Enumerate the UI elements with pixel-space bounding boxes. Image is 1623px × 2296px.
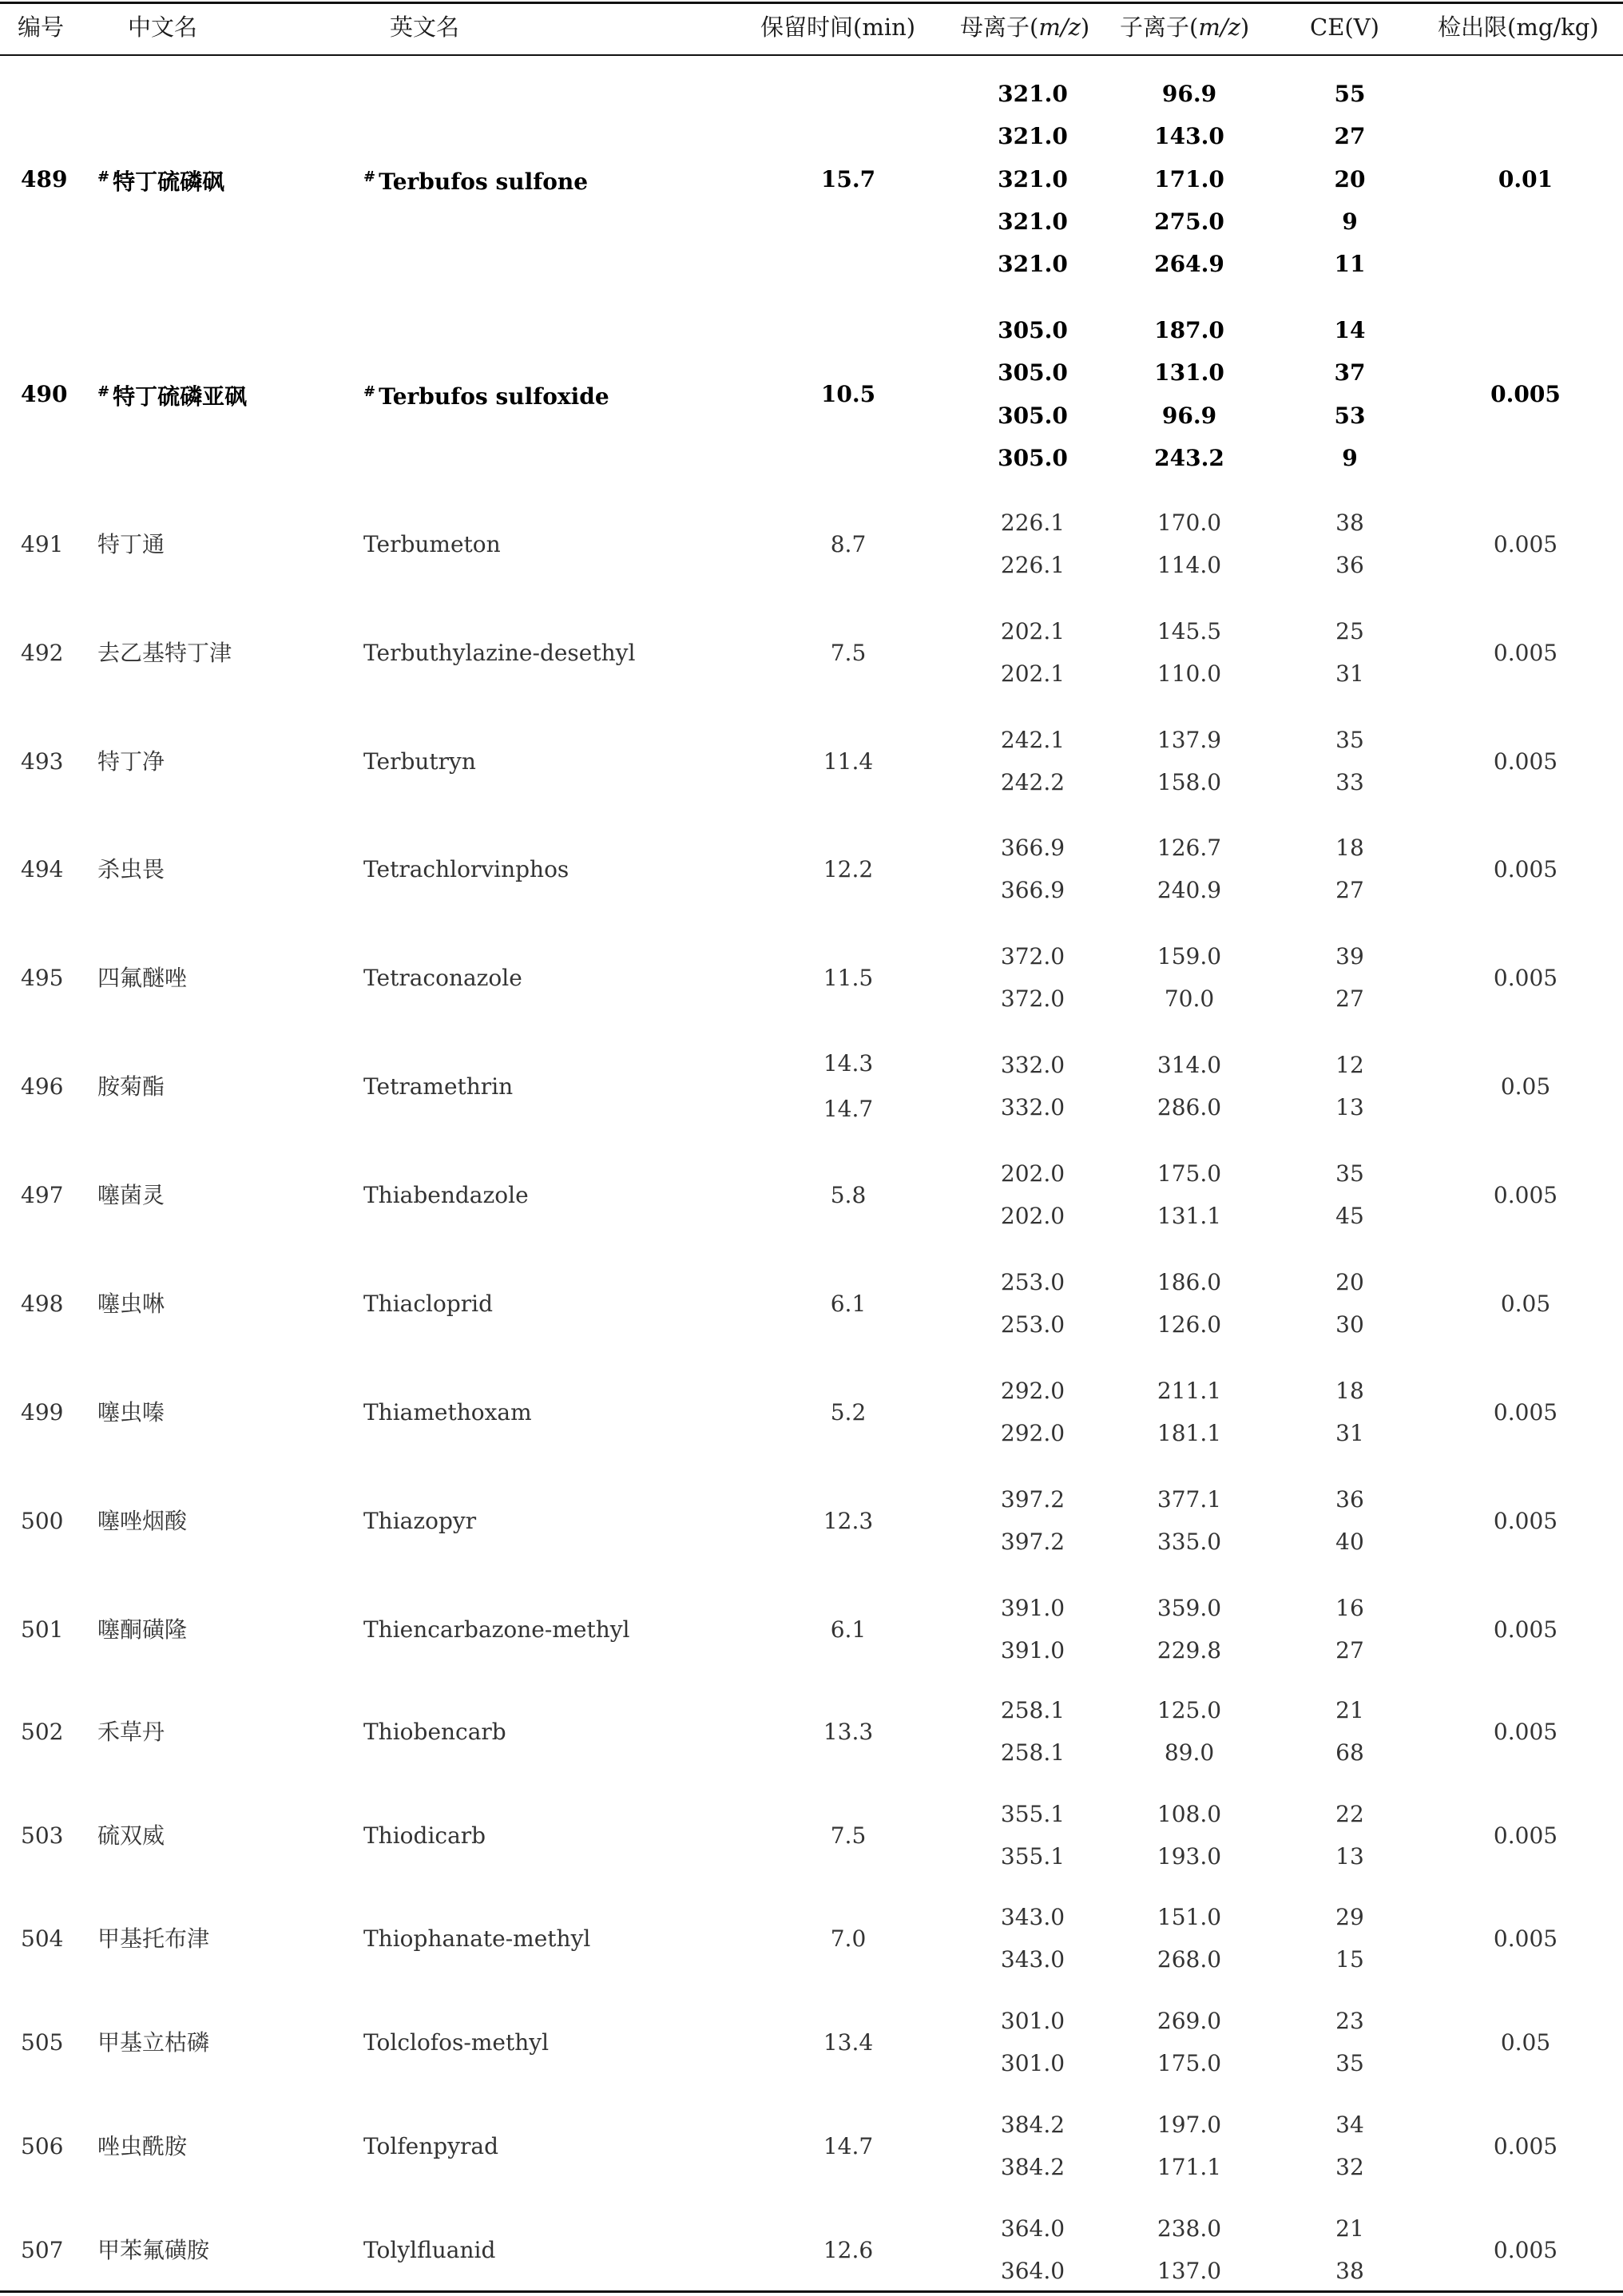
parent-ion: 343.0	[1000, 1904, 1065, 1930]
chinese-name	[97, 1925, 209, 1953]
collision-energy: 9	[1342, 208, 1358, 235]
collision-energy: 33	[1335, 769, 1364, 795]
compound-number: 492	[21, 639, 64, 666]
daughter-ion: 170.0	[1157, 510, 1222, 536]
daughter-ion: 211.1	[1157, 1378, 1222, 1404]
header-en: 英文名	[390, 14, 460, 41]
english-name	[363, 639, 635, 668]
chinese-name-text: 禾草丹	[97, 1718, 165, 1745]
detection-limit: 0.05	[1500, 1073, 1551, 1100]
chinese-name-text: 四氟醚唑	[97, 964, 188, 991]
daughter-ion: 175.0	[1157, 1160, 1222, 1187]
detection-limit: 0.005	[1490, 380, 1561, 407]
collision-energy: 31	[1335, 660, 1364, 687]
collision-energy: 29	[1335, 1904, 1364, 1930]
parent-ion: 372.0	[1000, 985, 1065, 1012]
english-name-text: Terbuthylazine-desethyl	[363, 639, 636, 666]
parent-ion: 292.0	[1000, 1420, 1065, 1446]
header-ce: CE(V)	[1310, 14, 1379, 41]
english-name-text: Thiamethoxam	[363, 1398, 532, 1426]
compound-number: 490	[21, 380, 68, 407]
parent-ion: 202.0	[1000, 1160, 1065, 1187]
detection-limit: 0.005	[1493, 747, 1558, 775]
parent-ion: 202.1	[1000, 618, 1065, 644]
parent-ion: 364.0	[1000, 2215, 1065, 2242]
daughter-ion: 193.0	[1157, 1843, 1222, 1870]
detection-limit: 0.005	[1493, 639, 1558, 666]
daughter-ion: 158.0	[1157, 769, 1222, 795]
header-daughter-label: 子离子(	[1120, 14, 1199, 41]
parent-ion: 366.9	[1000, 877, 1065, 903]
compound-number: 494	[21, 855, 64, 882]
header-parent-close: )	[1080, 14, 1090, 41]
english-name-text: Tetramethrin	[363, 1073, 514, 1100]
compound-number: 505	[21, 2028, 64, 2056]
collision-energy: 38	[1335, 510, 1364, 536]
english-name	[363, 1925, 590, 1953]
daughter-ion: 96.9	[1161, 81, 1217, 107]
english-name-text: Terbufos sulfone	[379, 168, 589, 195]
english-name	[363, 2132, 498, 2161]
header-daughter	[1120, 10, 1249, 45]
compound-number: 493	[21, 747, 64, 775]
hash-mark: #	[97, 168, 110, 185]
collision-energy: 53	[1334, 402, 1366, 429]
daughter-ion: 197.0	[1157, 2112, 1222, 2138]
retention-time: 13.3	[823, 1718, 874, 1745]
chinese-name	[97, 1507, 187, 1536]
parent-ion: 366.9	[1000, 835, 1065, 861]
compound-number: 491	[21, 530, 64, 557]
parent-ion: 321.0	[998, 81, 1068, 107]
english-name	[363, 2028, 549, 2057]
collision-energy: 34	[1335, 2112, 1364, 2138]
retention-time: 12.6	[823, 2236, 874, 2263]
parent-ion: 391.0	[1000, 1637, 1065, 1664]
parent-ion: 343.0	[1000, 1946, 1065, 1973]
retention-time: 5.8	[830, 1181, 867, 1208]
collision-energy: 39	[1335, 943, 1364, 970]
detection-limit: 0.005	[1493, 1181, 1558, 1208]
chinese-name-text: 去乙基特丁津	[97, 639, 232, 666]
english-name-text: Thiobencarb	[363, 1718, 506, 1745]
hash-mark: #	[363, 383, 376, 400]
detection-limit: 0.005	[1493, 530, 1558, 557]
collision-energy: 16	[1335, 1595, 1364, 1621]
daughter-ion: 238.0	[1157, 2215, 1222, 2242]
detection-limit: 0.05	[1500, 1290, 1551, 1317]
parent-ion: 202.1	[1000, 660, 1065, 687]
daughter-ion: 286.0	[1157, 1094, 1222, 1120]
daughter-ion: 70.0	[1164, 985, 1215, 1012]
compound-number: 496	[21, 1073, 64, 1100]
header-cn: 中文名	[128, 14, 198, 41]
collision-energy: 14	[1334, 317, 1366, 343]
english-name	[363, 1822, 486, 1850]
compound-number: 497	[21, 1181, 64, 1208]
collision-energy: 25	[1335, 618, 1364, 644]
chinese-name-text: 甲苯氟磺胺	[97, 2236, 210, 2263]
daughter-ion: 137.9	[1157, 727, 1222, 753]
english-name-text: Terbufos sulfoxide	[379, 383, 609, 410]
collision-energy: 20	[1335, 1269, 1364, 1295]
english-name	[363, 747, 476, 776]
header-parent	[960, 10, 1089, 45]
retention-time: 7.5	[830, 1822, 867, 1849]
english-name-text: Tetraconazole	[363, 964, 522, 991]
english-name	[363, 378, 609, 411]
chinese-name	[97, 1822, 165, 1850]
daughter-ion: 187.0	[1154, 317, 1224, 343]
daughter-ion: 275.0	[1154, 208, 1224, 235]
parent-ion: 253.0	[1000, 1269, 1065, 1295]
collision-energy: 27	[1335, 985, 1364, 1012]
english-name-text: Tolfenpyrad	[363, 2132, 499, 2159]
english-name-text: Tetrachlorvinphos	[363, 855, 569, 882]
collision-energy: 9	[1342, 444, 1358, 471]
retention-time: 12.2	[823, 855, 874, 882]
daughter-ion: 108.0	[1157, 1801, 1222, 1827]
retention-time: 8.7	[830, 530, 867, 557]
daughter-ion: 359.0	[1157, 1595, 1222, 1621]
detection-limit: 0.005	[1493, 2236, 1558, 2263]
daughter-ion: 268.0	[1157, 1946, 1222, 1973]
parent-ion: 258.1	[1000, 1739, 1065, 1766]
parent-ion: 384.2	[1000, 2154, 1065, 2180]
chinese-name-text: 硫双威	[97, 1822, 165, 1849]
collision-energy: 31	[1335, 1420, 1364, 1446]
collision-energy: 15	[1335, 1946, 1364, 1973]
parent-ion: 301.0	[1000, 2008, 1065, 2034]
table-bottom-rule	[0, 2290, 1623, 2293]
parent-ion: 226.1	[1000, 552, 1065, 578]
compound-number: 506	[21, 2132, 64, 2159]
english-name	[363, 1718, 506, 1747]
daughter-ion: 269.0	[1157, 2008, 1222, 2034]
parent-ion: 397.2	[1000, 1486, 1065, 1513]
daughter-ion: 96.9	[1161, 402, 1217, 429]
collision-energy: 36	[1335, 1486, 1364, 1513]
daughter-ion: 181.1	[1157, 1420, 1222, 1446]
daughter-ion: 171.1	[1157, 2154, 1222, 2180]
chinese-name-text: 唑虫酰胺	[97, 2132, 188, 2159]
retention-time: 7.5	[830, 639, 867, 666]
header-parent-mz: m/z	[1038, 14, 1081, 41]
collision-energy: 18	[1335, 835, 1364, 861]
detection-limit: 0.05	[1500, 2028, 1551, 2056]
retention-time: 11.4	[823, 747, 874, 775]
detection-limit: 0.01	[1498, 165, 1554, 192]
daughter-ion: 264.9	[1154, 251, 1224, 277]
collision-energy: 35	[1335, 727, 1364, 753]
detection-limit: 0.005	[1493, 1398, 1558, 1426]
header-daughter-mz: m/z	[1198, 14, 1240, 41]
detection-limit: 0.005	[1493, 1616, 1558, 1643]
english-name-text: Thiophanate-methyl	[363, 1925, 591, 1952]
parent-ion: 321.0	[998, 123, 1068, 150]
collision-energy: 27	[1335, 877, 1364, 903]
retention-time: 6.1	[830, 1616, 867, 1643]
parent-ion: 242.2	[1000, 769, 1065, 795]
english-name	[363, 1507, 476, 1536]
compound-number: 504	[21, 1925, 64, 1952]
parent-ion: 305.0	[998, 402, 1068, 429]
collision-energy: 38	[1335, 2258, 1364, 2284]
parent-ion: 384.2	[1000, 2112, 1065, 2138]
daughter-ion: 114.0	[1157, 552, 1222, 578]
parent-ion: 305.0	[998, 444, 1068, 471]
collision-energy: 21	[1335, 2215, 1364, 2242]
english-name-text: Thiazopyr	[363, 1507, 477, 1534]
collision-energy: 22	[1335, 1801, 1364, 1827]
chinese-name	[97, 1718, 165, 1747]
header-bottom-rule	[0, 54, 1623, 56]
table-top-rule	[0, 2, 1623, 4]
daughter-ion: 125.0	[1157, 1697, 1222, 1723]
retention-time: 10.5	[820, 380, 876, 407]
daughter-ion: 137.0	[1157, 2258, 1222, 2284]
chinese-name	[97, 162, 224, 196]
collision-energy: 21	[1335, 1697, 1364, 1723]
retention-time: 14.7	[823, 1096, 874, 1122]
chinese-name-text: 特丁硫磷砜	[113, 168, 225, 195]
header-lod: 检出限(mg/kg)	[1438, 14, 1599, 41]
english-name	[363, 1181, 529, 1210]
daughter-ion: 131.1	[1157, 1203, 1222, 1229]
retention-time: 11.5	[823, 964, 874, 991]
detection-limit: 0.005	[1493, 1507, 1558, 1534]
english-name	[363, 1290, 493, 1319]
collision-energy: 11	[1334, 251, 1366, 277]
detection-limit: 0.005	[1493, 964, 1558, 991]
english-name	[363, 162, 588, 196]
parent-ion: 305.0	[998, 317, 1068, 343]
daughter-ion: 143.0	[1154, 123, 1224, 150]
chinese-name	[97, 1398, 165, 1427]
english-name-text: Tolylfluanid	[363, 2236, 496, 2263]
english-name	[363, 964, 522, 993]
collision-energy: 30	[1335, 1311, 1364, 1338]
daughter-ion: 335.0	[1157, 1529, 1222, 1555]
detection-limit: 0.005	[1493, 855, 1558, 882]
chinese-name	[97, 855, 165, 884]
compound-number: 507	[21, 2236, 64, 2263]
retention-time: 12.3	[823, 1507, 874, 1534]
chinese-name-text: 特丁硫磷亚砜	[113, 383, 248, 410]
compound-number: 498	[21, 1290, 64, 1317]
header-rt: 保留时间(min)	[760, 14, 916, 41]
chinese-name-text: 甲基托布津	[97, 1925, 210, 1952]
compound-number: 500	[21, 1507, 64, 1534]
chinese-name	[97, 1616, 187, 1644]
collision-energy: 18	[1335, 1378, 1364, 1404]
english-name-text: Tolclofos-methyl	[363, 2028, 550, 2056]
collision-energy: 35	[1335, 1160, 1364, 1187]
collision-energy: 32	[1335, 2154, 1364, 2180]
collision-energy: 13	[1335, 1843, 1364, 1870]
collision-energy: 40	[1335, 1529, 1364, 1555]
english-name-text: Thiencarbazone-methyl	[363, 1616, 630, 1643]
parent-ion: 321.0	[998, 251, 1068, 277]
daughter-ion: 159.0	[1157, 943, 1222, 970]
daughter-ion: 126.7	[1157, 835, 1222, 861]
chinese-name	[97, 639, 232, 668]
detection-limit: 0.005	[1493, 2132, 1558, 2159]
chinese-name	[97, 964, 187, 993]
parent-ion: 332.0	[1000, 1094, 1065, 1120]
compound-number: 501	[21, 1616, 64, 1643]
english-name-text: Thiacloprid	[363, 1290, 494, 1317]
retention-time: 5.2	[830, 1398, 867, 1426]
compound-number: 502	[21, 1718, 64, 1745]
chinese-name-text: 甲基立枯磷	[97, 2028, 210, 2056]
daughter-ion: 126.0	[1157, 1311, 1222, 1338]
retention-time: 13.4	[823, 2028, 874, 2056]
chinese-name-text: 杀虫畏	[97, 855, 165, 882]
chinese-name	[97, 530, 165, 559]
chinese-name-text: 噻虫嗪	[97, 1398, 165, 1426]
chinese-name-text: 噻菌灵	[97, 1181, 165, 1208]
collision-energy: 12	[1335, 1052, 1364, 1078]
collision-energy: 13	[1335, 1094, 1364, 1120]
daughter-ion: 151.0	[1157, 1904, 1222, 1930]
daughter-ion: 171.0	[1154, 165, 1224, 192]
parent-ion: 292.0	[1000, 1378, 1065, 1404]
english-name	[363, 1398, 532, 1427]
parent-ion: 242.1	[1000, 727, 1065, 753]
daughter-ion: 377.1	[1157, 1486, 1222, 1513]
parent-ion: 397.2	[1000, 1529, 1065, 1555]
daughter-ion: 110.0	[1157, 660, 1222, 687]
parent-ion: 364.0	[1000, 2258, 1065, 2284]
header-num: 编号	[18, 14, 65, 41]
chinese-name	[97, 1290, 165, 1319]
header-parent-label: 母离子(	[960, 14, 1039, 41]
daughter-ion: 314.0	[1157, 1052, 1222, 1078]
english-name	[363, 530, 501, 559]
chinese-name	[97, 378, 247, 411]
parent-ion: 305.0	[998, 359, 1068, 387]
detection-limit: 0.005	[1493, 1822, 1558, 1849]
chinese-name-text: 噻虫啉	[97, 1290, 165, 1317]
english-name-text: Terbutryn	[363, 747, 476, 775]
collision-energy: 20	[1334, 165, 1366, 192]
parent-ion: 202.0	[1000, 1203, 1065, 1229]
collision-energy: 27	[1334, 123, 1366, 150]
parent-ion: 372.0	[1000, 943, 1065, 970]
parent-ion: 321.0	[998, 165, 1068, 192]
daughter-ion: 131.0	[1154, 359, 1224, 387]
chinese-name-text: 噻唑烟酸	[97, 1507, 188, 1534]
hash-mark: #	[363, 168, 376, 185]
chinese-name	[97, 2028, 209, 2057]
compound-number: 499	[21, 1398, 64, 1426]
chinese-name-text: 特丁净	[97, 747, 165, 775]
parent-ion: 355.1	[1000, 1801, 1065, 1827]
collision-energy: 23	[1335, 2008, 1364, 2034]
chinese-name-text: 噻酮磺隆	[97, 1616, 188, 1643]
collision-energy: 35	[1335, 2050, 1364, 2076]
english-name-text: Thiabendazole	[363, 1181, 529, 1208]
chinese-name	[97, 1181, 165, 1210]
english-name	[363, 1073, 513, 1101]
retention-time: 14.7	[823, 2132, 874, 2159]
compound-number: 489	[21, 165, 68, 192]
hash-mark: #	[97, 383, 110, 400]
chinese-name-text: 胺菊酯	[97, 1073, 165, 1100]
collision-energy: 55	[1334, 81, 1366, 107]
retention-time: 6.1	[830, 1290, 867, 1317]
english-name	[363, 1616, 630, 1644]
english-name	[363, 855, 569, 884]
daughter-ion: 243.2	[1154, 444, 1224, 471]
detection-limit: 0.005	[1493, 1925, 1558, 1952]
parent-ion: 258.1	[1000, 1697, 1065, 1723]
parent-ion: 253.0	[1000, 1311, 1065, 1338]
chinese-name	[97, 2236, 209, 2265]
detection-limit: 0.005	[1493, 1718, 1558, 1745]
english-name	[363, 2236, 495, 2265]
retention-time: 15.7	[820, 165, 876, 192]
compound-number: 503	[21, 1822, 64, 1849]
parent-ion: 332.0	[1000, 1052, 1065, 1078]
collision-energy: 27	[1335, 1637, 1364, 1664]
retention-time: 7.0	[830, 1925, 867, 1952]
parent-ion: 391.0	[1000, 1595, 1065, 1621]
daughter-ion: 89.0	[1164, 1739, 1215, 1766]
daughter-ion: 240.9	[1157, 877, 1222, 903]
daughter-ion: 145.5	[1157, 618, 1222, 644]
retention-time: 14.3	[823, 1050, 874, 1077]
collision-energy: 68	[1335, 1739, 1364, 1766]
parent-ion: 226.1	[1000, 510, 1065, 536]
chinese-name	[97, 1073, 165, 1101]
parent-ion: 355.1	[1000, 1843, 1065, 1870]
daughter-ion: 186.0	[1157, 1269, 1222, 1295]
english-name-text: Terbumeton	[363, 530, 501, 557]
collision-energy: 36	[1335, 552, 1364, 578]
daughter-ion: 175.0	[1157, 2050, 1222, 2076]
chinese-name	[97, 747, 165, 776]
parent-ion: 301.0	[1000, 2050, 1065, 2076]
english-name-text: Thiodicarb	[363, 1822, 486, 1849]
header-daughter-close: )	[1240, 14, 1250, 41]
compound-number: 495	[21, 964, 64, 991]
collision-energy: 37	[1334, 359, 1366, 387]
daughter-ion: 229.8	[1157, 1637, 1222, 1664]
collision-energy: 45	[1335, 1203, 1364, 1229]
parent-ion: 321.0	[998, 208, 1068, 235]
chinese-name-text: 特丁通	[97, 530, 165, 557]
chinese-name	[97, 2132, 187, 2161]
